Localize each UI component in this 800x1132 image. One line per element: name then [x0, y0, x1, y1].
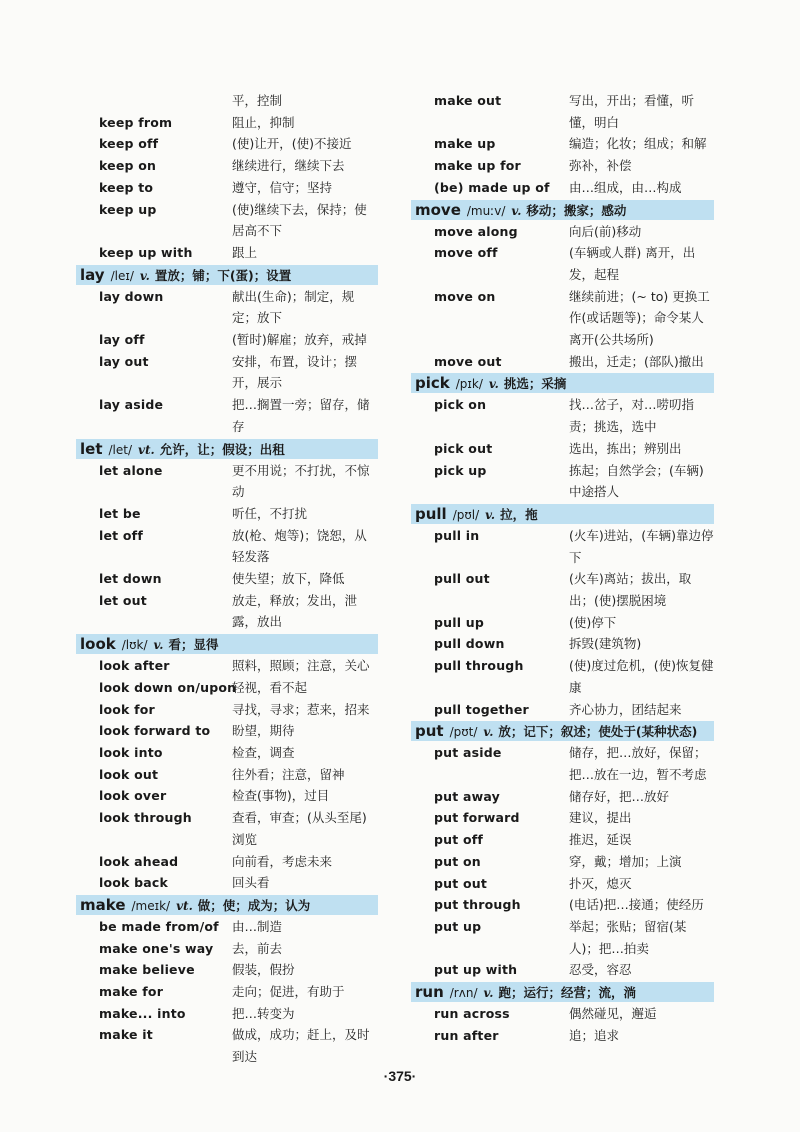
- phrase-entry: [76, 785, 378, 807]
- phrase-entry: [76, 590, 378, 633]
- part-of-speech: v.: [511, 203, 522, 218]
- phrase-definition: (火车)进站，(车辆)靠边停下: [569, 527, 714, 565]
- headword-bar: [411, 504, 714, 524]
- headword: lay: [80, 265, 105, 284]
- phrase-entry: [411, 851, 714, 873]
- phrase-text: look out: [99, 766, 159, 782]
- phrase-definition: 献出(生命)；制定，规定；放下: [232, 288, 355, 326]
- phrase-entry: [411, 155, 714, 177]
- phrase-definition: 忍受，容忍: [569, 962, 632, 978]
- phrase-text: let be: [99, 505, 141, 521]
- phrase-definition: 继续进行，继续下去: [232, 158, 345, 174]
- pronunciation: /rʌn/: [449, 986, 478, 1001]
- pronunciation: /pɪk/: [455, 377, 483, 392]
- phrase-definition: 平，控制: [232, 93, 283, 108]
- phrase-entry: [411, 633, 714, 655]
- part-of-speech: v.: [488, 377, 499, 392]
- phrase-definition: 拣起；自然学会；(车辆)中途搭人: [569, 462, 704, 500]
- part-of-speech: vt.: [176, 898, 193, 913]
- phrase-text: put up: [434, 918, 482, 934]
- phrase-definition: 假装，假扮: [232, 962, 295, 978]
- phrase-definition: 回头看: [232, 875, 270, 891]
- phrase-text: pull through: [434, 658, 524, 674]
- phrase-text: put forward: [434, 810, 520, 826]
- phrase-entry: [76, 503, 378, 525]
- phrase-definition: 检查，调查: [232, 744, 295, 760]
- phrase-definition: 推迟，延误: [569, 832, 632, 848]
- phrase-definition: 编造；化妆；组成；和解: [569, 136, 707, 152]
- phrase-definition: 追；追求: [569, 1027, 620, 1043]
- phrase-entry: [76, 655, 378, 677]
- phrase-text: let out: [99, 592, 147, 608]
- phrase-definition: 听任，不打扰: [232, 505, 308, 521]
- phrase-definition: (使)让开，(使)不接近: [232, 136, 352, 152]
- phrase-entry: [76, 568, 378, 590]
- phrase-definition: 向前看，考虑未来: [232, 853, 333, 869]
- phrase-definition: 去，前去: [232, 940, 283, 956]
- phrase-definition: 做成，成功；赶上，及时到达: [232, 1027, 370, 1065]
- phrase-entry: [411, 873, 714, 895]
- headword-bar: [411, 200, 714, 220]
- phrase-text: lay aside: [99, 397, 164, 413]
- pronunciation: /muːv/: [466, 203, 506, 218]
- phrase-entry: [76, 1024, 378, 1067]
- pronunciation: /pʊt/: [449, 725, 478, 740]
- phrase-definition: 储存，把…放好，保留；把…放在一边，暂不考虑: [569, 745, 707, 782]
- phrase-text: make it: [99, 1027, 153, 1043]
- headword-gloss: 跑；运行；经营；流，淌: [498, 985, 636, 1001]
- phrase-entry: [76, 394, 378, 437]
- headword-gloss: 看；显得: [168, 637, 219, 653]
- phrase-entry: [411, 568, 714, 611]
- phrase-entry: [76, 112, 378, 134]
- phrase-text: keep to: [99, 179, 154, 195]
- headword: run: [415, 983, 444, 1002]
- phrase-text: run after: [434, 1027, 499, 1043]
- phrase-definition: 把…转变为: [232, 1005, 295, 1021]
- phrase-entry: [411, 286, 714, 351]
- phrase-text: make up for: [434, 158, 521, 174]
- phrase-definition: 跟上: [232, 244, 258, 260]
- phrase-entry: [411, 829, 714, 851]
- phrase-text: put away: [434, 788, 500, 804]
- headword: pick: [415, 374, 450, 393]
- phrase-entry: [76, 90, 378, 112]
- phrase-entry: [76, 916, 378, 938]
- phrase-text: put through: [434, 897, 521, 913]
- phrase-text: put off: [434, 832, 484, 848]
- phrase-entry: [411, 894, 714, 916]
- phrase-text: look into: [99, 744, 163, 760]
- headword: make: [80, 895, 126, 914]
- phrase-definition: 使失望；放下，降低: [232, 571, 345, 587]
- headword-gloss: 做；使；成为；认为: [197, 897, 311, 913]
- part-of-speech: v.: [139, 268, 150, 283]
- phrase-text: move on: [434, 288, 496, 304]
- phrase-definition: 建议，提出: [569, 810, 632, 826]
- phrase-entry: [411, 916, 714, 959]
- phrase-entry: [76, 699, 378, 721]
- phrase-entry: [76, 286, 378, 329]
- phrase-text: look over: [99, 788, 167, 804]
- phrase-entry: [411, 460, 714, 503]
- phrase-text: look down on/upon: [99, 679, 237, 695]
- phrase-definition: 往外看；注意，留神: [232, 766, 345, 782]
- phrase-definition: 把…搁置一旁；留存，储存: [232, 397, 370, 434]
- phrase-entry: [76, 155, 378, 177]
- phrase-text: move off: [434, 245, 498, 261]
- pronunciation: /pʊl/: [452, 507, 480, 522]
- phrase-definition: 穿，戴；增加；上演: [569, 853, 682, 869]
- phrase-entry: [411, 351, 714, 373]
- phrase-definition: 偶然碰见，邂逅: [569, 1006, 657, 1022]
- pronunciation: /let/: [108, 442, 133, 457]
- phrase-entry: [76, 807, 378, 850]
- phrase-definition: (暂时)解雇；放弃，戒掉: [232, 332, 367, 348]
- part-of-speech: v.: [485, 507, 496, 522]
- phrase-text: keep from: [99, 114, 173, 130]
- phrase-entry: [76, 938, 378, 960]
- phrase-text: make believe: [99, 962, 195, 978]
- phrase-entry: [411, 655, 714, 698]
- headword-bar: [411, 373, 714, 393]
- headword-gloss: 放；记下；叙述；使处于(某种状态): [498, 724, 698, 740]
- headword: look: [80, 635, 116, 654]
- phrase-text: look back: [99, 875, 169, 891]
- headword: put: [415, 722, 444, 741]
- phrase-entry: [411, 221, 714, 243]
- part-of-speech: v.: [483, 725, 494, 740]
- phrase-text: move out: [434, 353, 502, 369]
- phrase-entry: [76, 133, 378, 155]
- phrase-entry: [411, 786, 714, 808]
- phrase-definition: 放走，释放；发出，泄露，放出: [232, 592, 358, 630]
- phrase-entry: [411, 699, 714, 721]
- phrase-text: look forward to: [99, 723, 211, 739]
- phrase-text: look through: [99, 810, 192, 826]
- phrase-entry: [76, 460, 378, 503]
- phrase-definition: (使)继续下去，保持；使居高不下: [232, 201, 367, 239]
- phrase-definition: 寻找，寻求；惹来，招来: [232, 701, 370, 717]
- phrase-definition: 扑灭，熄灭: [569, 875, 632, 891]
- phrase-text: let off: [99, 527, 143, 543]
- headword: let: [80, 439, 103, 458]
- phrase-text: pick up: [434, 462, 487, 478]
- pronunciation: /leɪ/: [110, 268, 134, 283]
- headword-bar: [76, 895, 378, 915]
- phrase-entry: [411, 1025, 714, 1047]
- phrase-text: make up: [434, 136, 496, 152]
- phrase-text: keep off: [99, 136, 159, 152]
- phrase-text: keep up with: [99, 244, 193, 260]
- phrase-entry: [76, 177, 378, 199]
- phrase-definition: 照料，照顾；注意，关心: [232, 658, 370, 674]
- phrase-definition: 选出，拣出；辨别出: [569, 440, 682, 456]
- phrase-text: look ahead: [99, 853, 179, 869]
- phrase-entry: [76, 720, 378, 742]
- pronunciation: /meɪk/: [131, 898, 171, 913]
- phrase-entry: [411, 242, 714, 285]
- phrase-text: keep on: [99, 158, 157, 174]
- phrase-entry: [76, 959, 378, 981]
- phrase-definition: 安排，布置，设计；摆开，展示: [232, 353, 358, 391]
- phrase-definition: 举起；张贴；留宿(某人)；把…拍卖: [569, 918, 687, 956]
- phrase-text: pull down: [434, 636, 505, 652]
- headword: move: [415, 200, 461, 219]
- phrase-text: make out: [434, 93, 502, 108]
- right-column: [411, 90, 714, 1046]
- phrase-definition: 更不用说；不打扰，不惊动: [232, 462, 370, 500]
- phrase-entry: [76, 742, 378, 764]
- part-of-speech: v.: [483, 986, 494, 1001]
- headword-bar: [76, 439, 378, 459]
- phrase-text: run across: [434, 1006, 510, 1022]
- headword-bar: [76, 634, 378, 654]
- phrase-text: make... into: [99, 1005, 186, 1021]
- phrase-text: move along: [434, 223, 518, 239]
- phrase-text: let alone: [99, 462, 163, 478]
- phrase-text: pull out: [434, 571, 490, 587]
- phrase-text: put on: [434, 853, 481, 869]
- phrase-entry: [411, 1003, 714, 1025]
- phrase-text: look after: [99, 658, 170, 674]
- phrase-definition: (使)度过危机，(使)恢复健康: [569, 658, 714, 695]
- headword-bar: [76, 265, 378, 285]
- headword-bar: [411, 982, 714, 1002]
- phrase-text: keep up: [99, 201, 157, 217]
- phrase-definition: 齐心协力，团结起来: [569, 701, 682, 717]
- phrase-definition: 盼望，期待: [232, 723, 295, 739]
- part-of-speech: vt.: [138, 442, 155, 457]
- phrase-definition: 由…组成，由…构成: [569, 179, 682, 195]
- phrase-definition: (火车)离站；拔出，取出；(使)摆脱困境: [569, 571, 692, 609]
- phrase-definition: 找…岔子，对…唠叨指责；挑选，选中: [569, 397, 695, 435]
- phrase-text: make one's way: [99, 940, 214, 956]
- phrase-definition: 检查(事物)，过目: [232, 788, 330, 804]
- phrase-definition: 查看，审查；(从头至尾)浏览: [232, 810, 367, 847]
- phrase-definition: 拆毁(建筑物): [569, 636, 642, 652]
- phrase-text: be made from/of: [99, 918, 219, 934]
- phrase-definition: 放(枪、炮等)；饶恕，从轻发落: [232, 527, 367, 565]
- phrase-definition: 搬出，迁走；(部队)撤出: [569, 353, 704, 369]
- phrase-text: pick on: [434, 397, 487, 413]
- phrase-text: (be) made up of: [434, 179, 550, 195]
- phrase-text: lay out: [99, 353, 149, 369]
- phrase-entry: [76, 764, 378, 786]
- phrase-entry: [76, 525, 378, 568]
- headword-gloss: 挑选；采摘: [503, 376, 567, 392]
- phrase-text: pick out: [434, 440, 493, 456]
- phrase-definition: (使)停下: [569, 614, 617, 630]
- left-column: [76, 90, 378, 1068]
- phrase-entry: [411, 133, 714, 155]
- phrase-text: put aside: [434, 745, 502, 761]
- phrase-entry: [411, 394, 714, 437]
- phrase-definition: 储存好，把…放好: [569, 788, 670, 804]
- phrase-entry: [411, 525, 714, 568]
- phrase-entry: [76, 199, 378, 242]
- phrase-entry: [411, 742, 714, 785]
- headword-gloss: 拉，拖: [500, 506, 538, 522]
- phrase-definition: 继续前进；(~ to) 更换工作(或话题等)；命令某人离开(公共场所): [569, 288, 710, 348]
- phrase-text: lay down: [99, 288, 164, 304]
- phrase-text: pull in: [434, 527, 480, 543]
- headword-bar: [411, 721, 714, 741]
- phrase-definition: 弥补，补偿: [569, 158, 632, 174]
- phrase-text: let down: [99, 571, 162, 587]
- phrase-entry: [76, 677, 378, 699]
- phrase-definition: 遵守，信守；坚持: [232, 179, 333, 195]
- phrase-definition: 向后(前)移动: [569, 223, 642, 239]
- phrase-definition: 写出，开出；看懂，听懂，明白: [569, 93, 695, 130]
- phrase-entry: [411, 612, 714, 634]
- phrase-text: look for: [99, 701, 155, 717]
- headword-gloss: 移动；搬家；感动: [526, 202, 627, 218]
- phrase-text: make for: [99, 984, 164, 1000]
- phrase-text: pull up: [434, 614, 485, 630]
- phrase-definition: 轻视，看不起: [232, 679, 308, 695]
- phrase-entry: [76, 981, 378, 1003]
- phrase-definition: (电话)把…接通；使经历: [569, 897, 704, 913]
- phrase-definition: 走向；促进，有助于: [232, 984, 345, 1000]
- phrase-entry: [76, 242, 378, 264]
- phrase-text: lay off: [99, 332, 145, 348]
- phrase-text: put out: [434, 875, 488, 891]
- part-of-speech: v.: [153, 638, 164, 653]
- headword: pull: [415, 504, 447, 523]
- phrase-definition: (车辆或人群) 离开，出发，起程: [569, 245, 696, 282]
- phrase-text: put up with: [434, 962, 518, 978]
- headword-gloss: 允许，让；假设；出租: [159, 441, 285, 457]
- phrase-text: pull together: [434, 701, 529, 717]
- phrase-entry: [411, 177, 714, 199]
- phrase-entry: [76, 1003, 378, 1025]
- phrase-entry: [411, 959, 714, 981]
- headword-gloss: 置放；铺；下(蛋)；设置: [154, 267, 292, 283]
- phrase-entry: [411, 807, 714, 829]
- phrase-entry: [76, 851, 378, 873]
- phrase-entry: [76, 329, 378, 351]
- pronunciation: /lʊk/: [121, 638, 148, 653]
- phrase-definition: 阻止，抑制: [232, 114, 295, 130]
- page-number: ·375·: [383, 1068, 417, 1084]
- phrase-entry: [76, 872, 378, 894]
- phrase-entry: [76, 351, 378, 394]
- phrase-entry: [411, 438, 714, 460]
- phrase-definition: 由…制造: [232, 918, 283, 934]
- phrase-entry: [411, 90, 714, 133]
